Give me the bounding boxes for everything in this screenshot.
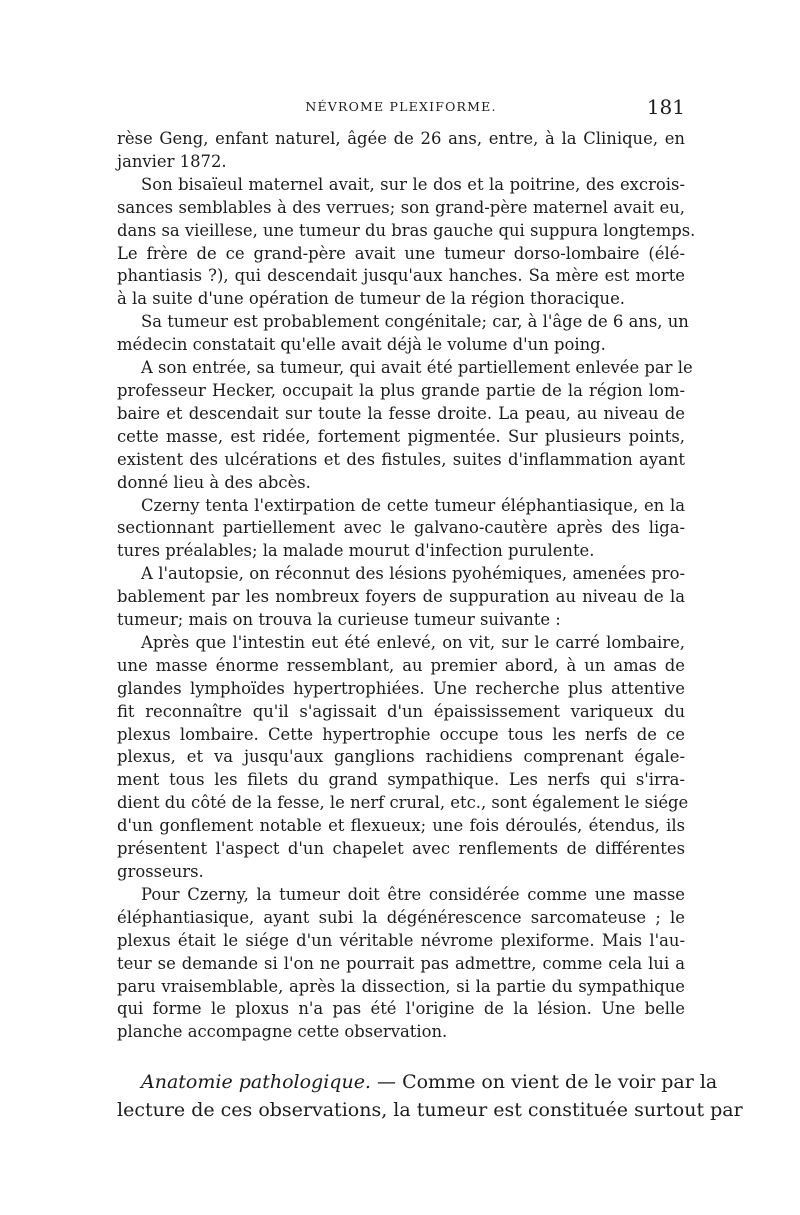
text-line: glandes lymphoïdes hypertrophiées. Une recherche plus attentive (117, 678, 685, 698)
text-line: teur se demande si l'on ne pourrait pas admettre, comme cela lui a (117, 953, 685, 973)
text-line: Après que l'intestin eut été enlevé, on vit, sur le carré lombaire, (141, 632, 685, 652)
text-line: Pour Czerny, la tumeur doit être considérée comme une masse (141, 884, 685, 904)
text-line: existent des ulcérations et des fistules, suites d'inflammation ayant (117, 449, 685, 469)
section-text-line: lecture de ces observations, la tumeur est constituée surtout par (117, 1099, 743, 1122)
text-line: éléphantiasique, ayant subi la dégénérescence sarcomateuse ; le (117, 907, 685, 927)
text-line: plexus était le siége d'un véritable névrome plexiforme. Mais l'au- (117, 930, 685, 950)
text-line: sectionnant partiellement avec le galvano-cautère après des liga- (117, 518, 685, 538)
text-line: paru vraisemblable, après la dissection, si la partie du sympathique (117, 976, 685, 996)
text-line: A l'autopsie, on réconnut des lésions pyohémiques, amenées pro- (141, 564, 685, 584)
text-line: Sa tumeur est probablement congénitale; car, à l'âge de 6 ans, un (141, 312, 689, 332)
text-line: fit reconnaître qu'il s'agissait d'un épaississement variqueux du (117, 701, 685, 721)
text-line: janvier 1872. (117, 151, 227, 171)
text-line: plexus lombaire. Cette hypertrophie occupe tous les nerfs de ce (117, 724, 685, 744)
text-line: grosseurs. (117, 862, 204, 881)
section-gap (117, 1044, 685, 1068)
text-line: A son entrée, sa tumeur, qui avait été partiellement enlevée par le (141, 358, 693, 378)
text-line: dans sa vieillese, une tumeur du bras gauche qui suppura longtemps. (117, 220, 696, 240)
text-line: plexus, et va jusqu'aux ganglions rachidiens comprenant égale- (117, 747, 685, 767)
text-line: médecin constatait qu'elle avait déjà le volume d'un poing. (117, 335, 606, 355)
text-line: à la suite d'une opération de tumeur de la région thoracique. (117, 289, 625, 309)
text-line: ment tous les filets du grand sympathique. Les nerfs qui s'irra- (117, 770, 685, 790)
text-line: tumeur; mais on trouva la curieuse tumeur suivante : (117, 610, 561, 630)
text-line: phantiasis ?), qui descendait jusqu'aux hanches. Sa mère est morte (117, 266, 685, 286)
text-line: baire et descendait sur toute la fesse droite. La peau, au niveau de (117, 403, 685, 423)
text-line: donné lieu à des abcès. (117, 472, 311, 492)
text-line: dient du côté de la fesse, le nerf crural, etc., sont également le siége (117, 793, 689, 813)
section-heading: Anatomie pathologique. (141, 1071, 371, 1094)
text-line: une masse énorme ressemblant, au premier abord, à un amas de (117, 655, 685, 675)
text-line: rèse Geng, enfant naturel, âgée de 26 ans, entre, à la Clinique, en (117, 129, 685, 148)
text-line: tures préalables; la malade mourut d'infection purulente. (117, 541, 595, 561)
section-heading-line (117, 1068, 718, 1096)
running-title: NÉVROME PLEXIFORME. (305, 99, 497, 114)
text-line: présentent l'aspect d'un chapelet avec renflements de différentes (117, 839, 685, 859)
text-line: Son bisaïeul maternel avait, sur le dos et la poitrine, des excrois- (141, 174, 685, 194)
text-line: d'un gonflement notable et flexueux; une fois déroulés, étendus, ils (117, 816, 685, 836)
text-line: professeur Hecker, occupait la plus grande partie de la région lom- (117, 380, 685, 400)
section-heading-rest: — Comme on vient de le voir par la (377, 1071, 718, 1094)
text-line: qui forme le ploxus n'a pas été l'origine de la lésion. Une belle (117, 999, 685, 1019)
page-number: 181 (646, 95, 685, 119)
text-line: planche accompagne cette observation. (117, 1022, 448, 1042)
text-line: cette masse, est ridée, fortement pigmentée. Sur plusieurs points, (117, 426, 685, 446)
text-line: Czerny tenta l'extirpation de cette tumeur éléphantiasique, en la (141, 495, 685, 515)
text-line: Le frère de ce grand-père avait une tumeur dorso-lombaire (élé- (117, 243, 685, 263)
text-line: bablement par les nombreux foyers de suppuration au niveau de la (117, 587, 685, 607)
text-line: sances semblables à des verrues; son grand-père maternel avait eu, (117, 197, 685, 217)
page-header (117, 95, 685, 121)
body-text (117, 128, 743, 1124)
